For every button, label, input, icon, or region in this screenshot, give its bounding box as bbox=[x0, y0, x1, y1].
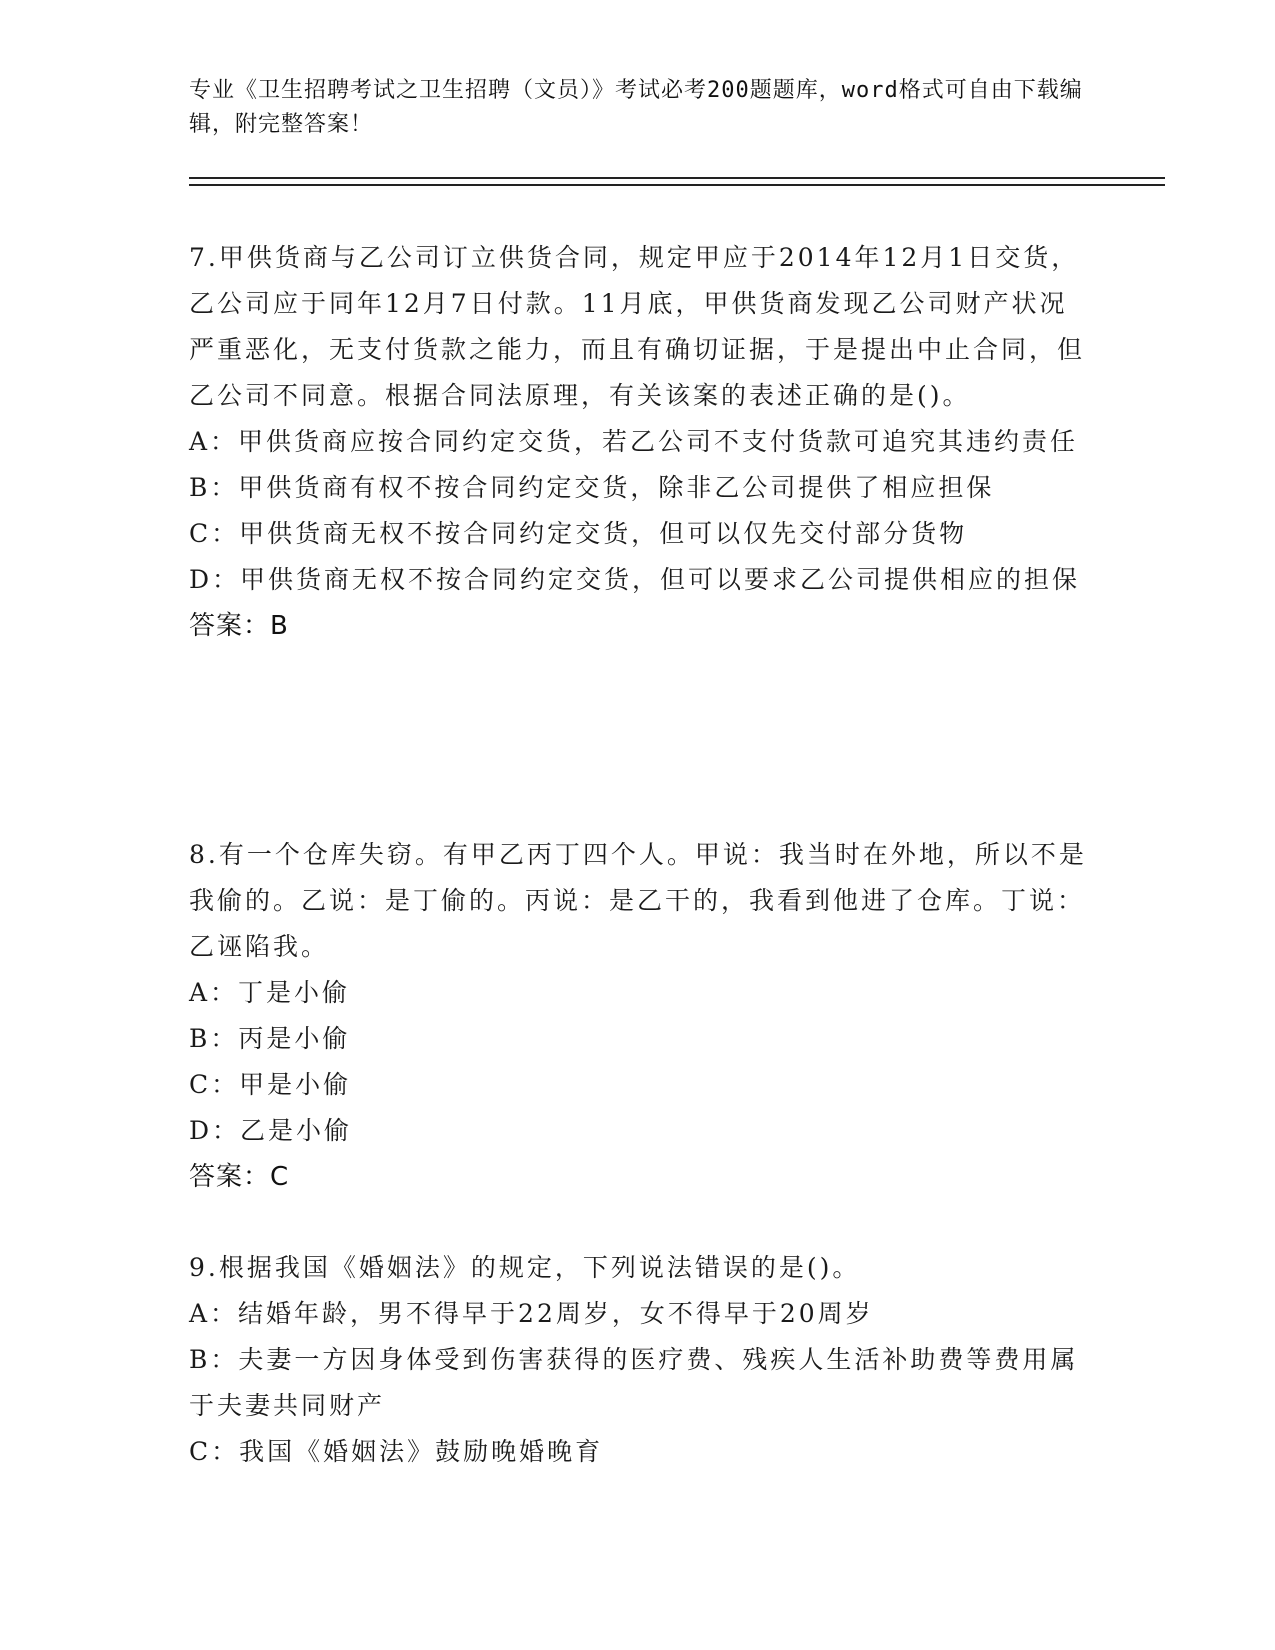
question-stem: 9.根据我国《婚姻法》的规定，下列说法错误的是()。 bbox=[189, 1253, 861, 1282]
question-9 bbox=[189, 1245, 1089, 1475]
option-b: B：丙是小偷 bbox=[189, 1024, 351, 1053]
option-a: A：甲供货商应按合同约定交货，若乙公司不支付货款可追究其违约责任 bbox=[189, 427, 1079, 456]
option-c: C：甲供货商无权不按合同约定交货，但可以仅先交付部分货物 bbox=[189, 519, 968, 548]
answer-line: 答案：B bbox=[189, 611, 289, 641]
answer-line: 答案：C bbox=[189, 1162, 290, 1192]
question-stem: 7.甲供货商与乙公司订立供货合同，规定甲应于2014年12月1日交货，乙公司应于同年12月7日付款。11月底，甲供货商发现乙公司财产状况严重恶化，无支付货款之能力，而且有确切证据，于是提出中止合同，但乙公司不同意。根据合同法原理，有关该案的表述正确的是()。 bbox=[189, 243, 1086, 410]
question-8 bbox=[189, 832, 1089, 1200]
option-d: D：乙是小偷 bbox=[189, 1116, 353, 1145]
header-divider-bottom bbox=[189, 184, 1165, 186]
option-c: C：甲是小偷 bbox=[189, 1070, 352, 1099]
option-b: B：甲供货商有权不按合同约定交货，除非乙公司提供了相应担保 bbox=[189, 473, 995, 502]
document-intro: 专业《卫生招聘考试之卫生招聘（文员）》考试必考200题题库，word格式可自由下载编辑，附完整答案！ bbox=[189, 78, 1083, 137]
question-7 bbox=[189, 235, 1089, 649]
option-d: D：甲供货商无权不按合同约定交货，但可以要求乙公司提供相应的担保 bbox=[189, 565, 1081, 594]
header-divider-top bbox=[189, 177, 1165, 179]
question-stem: 8.有一个仓库失窃。有甲乙丙丁四个人。甲说：我当时在外地，所以不是我偷的。乙说：是丁偷的。丙说：是乙干的，我看到他进了仓库。丁说：乙诬陷我。 bbox=[189, 840, 1087, 961]
option-a: A：丁是小偷 bbox=[189, 978, 351, 1007]
option-c: C：我国《婚姻法》鼓励晚婚晚育 bbox=[189, 1437, 604, 1466]
option-a: A：结婚年龄，男不得早于22周岁，女不得早于20周岁 bbox=[189, 1299, 874, 1328]
option-b: B：夫妻一方因身体受到伤害获得的医疗费、残疾人生活补助费等费用属于夫妻共同财产 bbox=[189, 1345, 1079, 1420]
